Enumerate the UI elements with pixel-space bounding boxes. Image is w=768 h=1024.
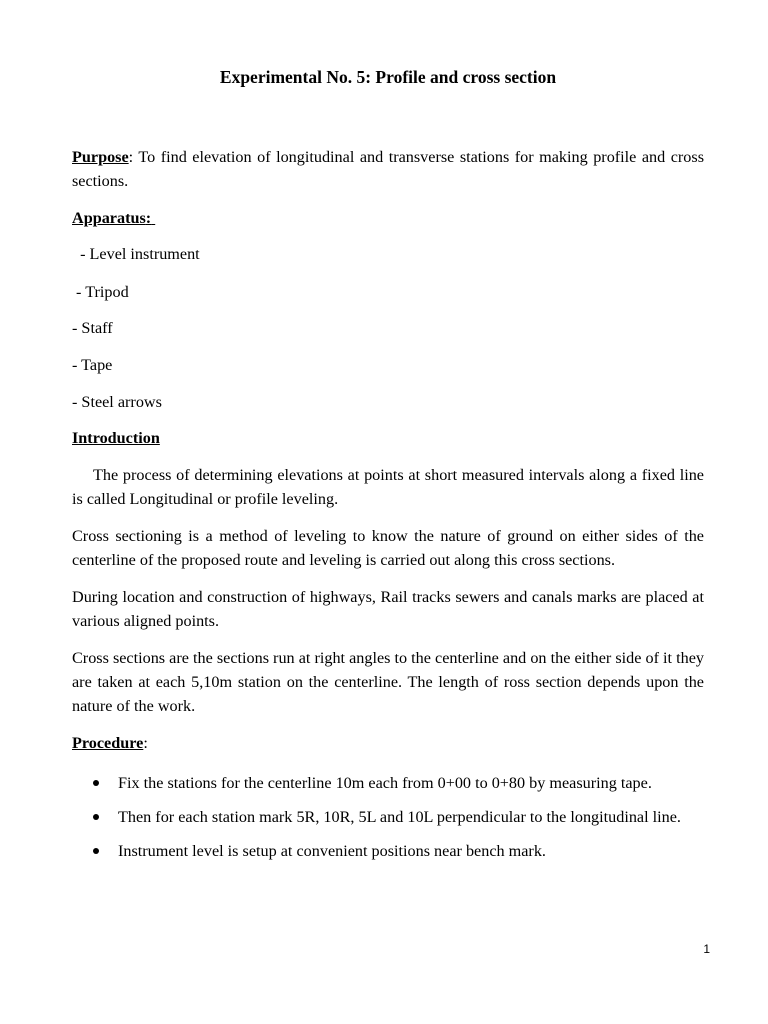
- purpose-label: Purpose: [72, 148, 129, 166]
- procedure-label: Procedure: [72, 734, 144, 752]
- apparatus-item-tape: - Tape: [72, 356, 113, 374]
- bullet-icon: [93, 780, 99, 786]
- introduction-paragraph-3: During location and construction of highways, Rail tracks sewers and canals marks are placed at various aligned points.: [72, 588, 704, 630]
- procedure-steps-list: [72, 768, 704, 866]
- procedure-step: [72, 802, 704, 832]
- introduction-heading: Introduction: [72, 429, 160, 447]
- procedure-step: [72, 768, 704, 798]
- apparatus-item-level-instrument: - Level instrument: [72, 245, 200, 263]
- procedure-heading-line: [72, 731, 704, 755]
- bullet-icon: [93, 848, 99, 854]
- apparatus-item-steel-arrows: - Steel arrows: [72, 393, 162, 411]
- purpose-paragraph: [72, 145, 704, 193]
- document-title: Experimental No. 5: Profile and cross section: [219, 67, 557, 87]
- introduction-paragraph-4: Cross sections are the sections run at right angles to the centerline and on the either side of it they are taken at each 5,10m station on the centerline. The length of ross section depends upon the nature of the work.: [72, 649, 704, 715]
- introduction-paragraph-2: Cross sectioning is a method of leveling to know the nature of ground on either sides of the centerline of the proposed route and leveling is carried out along this cross sections.: [72, 527, 704, 569]
- purpose-text: : To find elevation of longitudinal and transverse stations for making profile and cross sections.: [72, 148, 704, 190]
- apparatus-colon: :: [145, 209, 152, 227]
- apparatus-item-staff: - Staff: [72, 319, 113, 337]
- apparatus-heading-line: [72, 206, 704, 230]
- procedure-step-text: Then for each station mark 5R, 10R, 5L and 10L perpendicular to the longitudinal line.: [118, 808, 681, 826]
- apparatus-label: Apparatus: [72, 209, 146, 227]
- procedure-step: [72, 836, 704, 866]
- procedure-colon: :: [143, 734, 148, 752]
- apparatus-item-tripod: - Tripod: [72, 283, 129, 301]
- apparatus-underline-space: [151, 209, 155, 227]
- introduction-paragraph-1: The process of determining elevations at points at short measured intervals along a fixed line is called Longitudinal or profile leveling.: [72, 466, 704, 508]
- procedure-step-text: Fix the stations for the centerline 10m each from 0+00 to 0+80 by measuring tape.: [118, 774, 652, 792]
- page-number: 1: [703, 942, 710, 956]
- procedure-step-text: Instrument level is setup at convenient positions near bench mark.: [118, 842, 546, 860]
- bullet-icon: [93, 814, 99, 820]
- introduction-heading-line: [72, 426, 704, 450]
